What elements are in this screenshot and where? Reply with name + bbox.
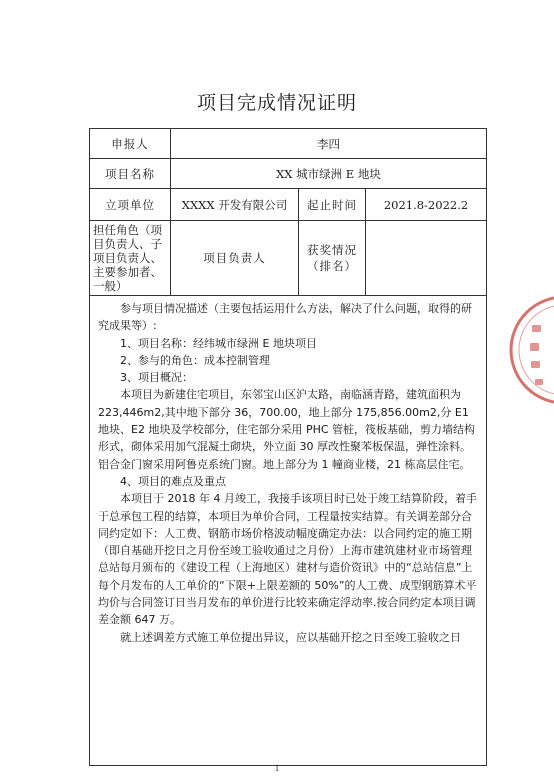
role-value: 项目负责人 bbox=[171, 221, 299, 296]
description-heading: 参与项目情况描述（主要包括运用什么方法，解决了什么问题，取得的研究成果等）: bbox=[98, 302, 472, 333]
page-number: 1 bbox=[274, 764, 280, 773]
item-role: 2、参与的角色：成本控制管理 bbox=[120, 353, 270, 367]
document-title: 项目完成情况证明 bbox=[196, 92, 357, 114]
unit-label: 立项单位 bbox=[90, 189, 171, 221]
row-applicant bbox=[90, 129, 487, 159]
applicant-label: 申报人 bbox=[90, 129, 171, 159]
project-name-label: 项目名称 bbox=[90, 159, 171, 189]
row-unit-period bbox=[90, 189, 487, 221]
row-project-name bbox=[90, 159, 487, 189]
project-form-table bbox=[89, 128, 487, 766]
period-label: 起止时间 bbox=[299, 189, 366, 221]
role-label: 担任角色（项目负责人、子项目负责人、主要参加者、一般） bbox=[90, 221, 171, 296]
description-cell bbox=[90, 296, 487, 766]
continuation-paragraph: 就上述调差方式施工单位提出异议，应以基础开挖之日至竣工验收之日 bbox=[120, 630, 461, 644]
item-project-name: 1、项目名称：经纬城市绿洲 E 地块项目 bbox=[120, 336, 317, 350]
award-value bbox=[366, 221, 487, 296]
project-name-value: XX 城市绿洲 E 地块 bbox=[171, 159, 487, 189]
unit-value: XXXX 开发有限公司 bbox=[171, 189, 299, 221]
item-overview-heading: 3、项目概况： bbox=[120, 371, 193, 385]
award-label: 获奖情况（排名） bbox=[299, 221, 366, 296]
difficulties-paragraph: 本项目于 2018 年 4 月竣工，我接手该项目时已处于竣工结算阶段，着手于总承包工程的结算，本项目为单价合同，工程量按实结算。有关调差部分合同约定如下：人工费、钢筋市场价格波动幅度确定办法：以合同约定的施工期（即自基础开挖日之月份至竣工验收通过之月份）上海市建筑建材业市场管理总站每月颁布的《建设工程（上海地区）建材与造价资讯》中的“总站信息”上每个月发布的人工单价的“下限+上限差额的 50%”的人工费、成型钢筋算术平均价与合同签订日当月发布的单价进行比较来确定浮动率.按合同约定本项目调差金额 647 万。 bbox=[98, 492, 477, 627]
applicant-value: 李四 bbox=[171, 129, 487, 159]
row-description bbox=[90, 296, 487, 766]
period-value: 2021.8-2022.2 bbox=[366, 189, 487, 221]
row-role-award bbox=[90, 221, 487, 296]
overview-paragraph: 本项目为新建住宅项目，东邻宝山区沪太路，南临涵青路，建筑面积为 223,446m2,其中地下部分 36，700.00，地上部分 175,856.00m2,分 E1 地块、E2 地块及学校部分，住宅部分采用 PHC 管桩，筏板基础，剪力墙结构形式，砌体采用加气混凝土砌块，外立面 30 厚改性聚苯板保温，弹性涂料。铝合金门窗采用阿鲁克系统门窗。地上部分为 1 幢商业楼，21 栋高层住宅。 bbox=[98, 388, 476, 471]
item-difficulties-heading: 4、项目的难点及重点 bbox=[120, 474, 226, 488]
red-seal-stamp-fragment bbox=[528, 295, 554, 405]
